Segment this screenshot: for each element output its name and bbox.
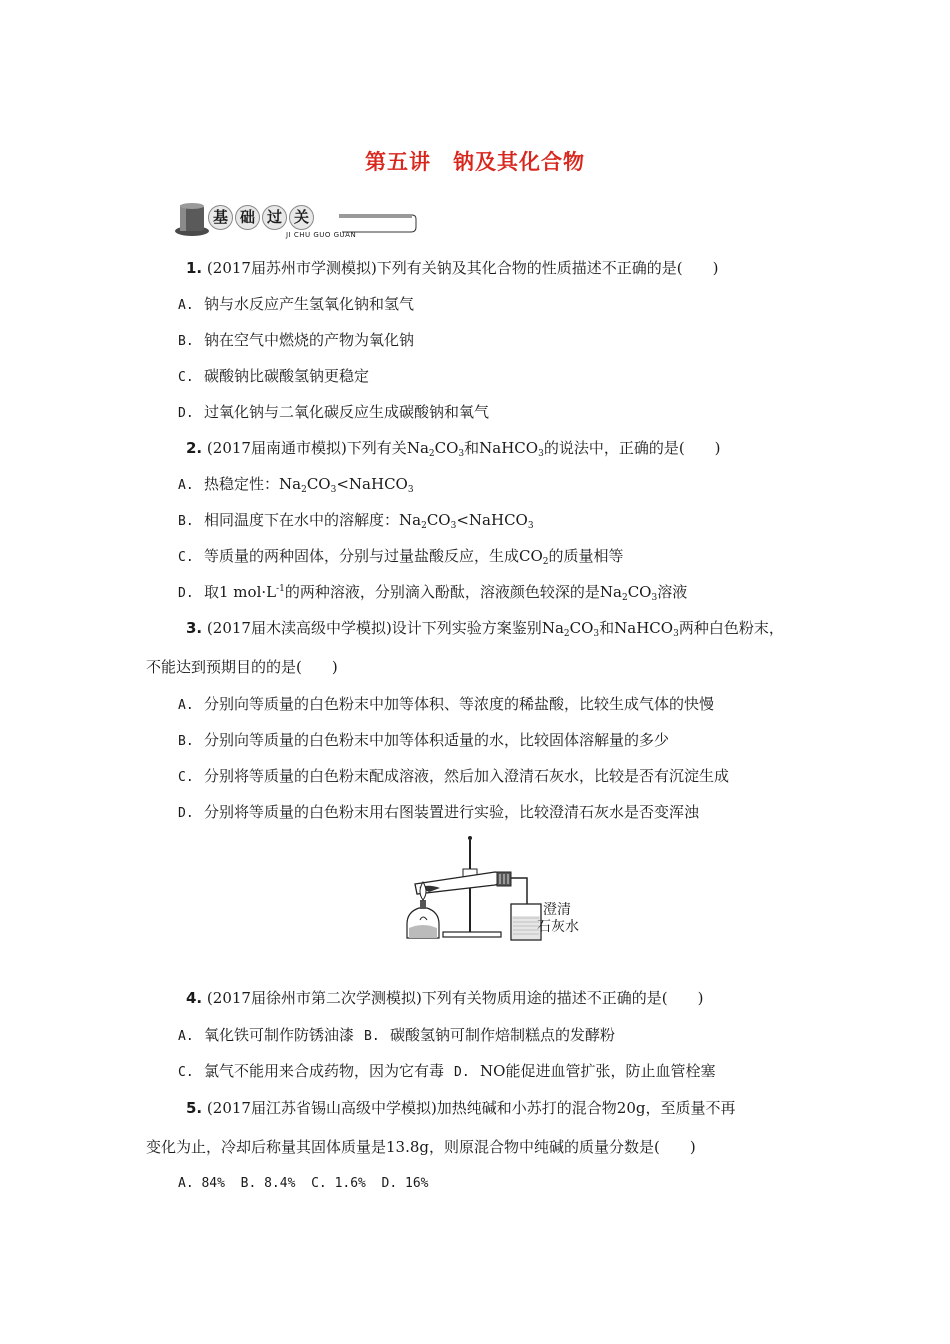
option-c	[178, 546, 624, 568]
less-than: <	[336, 475, 349, 493]
option-label: B.	[364, 1029, 380, 1044]
figure-label: 澄清	[543, 902, 571, 918]
question-text: 和	[599, 619, 615, 637]
option-d	[178, 582, 687, 604]
formula-na2co3: $Na_2CO_3$	[399, 511, 457, 531]
option-text: 分别向等质量的白色粉末中加等体积适量的水，比较固体溶解量的多少	[204, 731, 670, 749]
option-a	[178, 694, 714, 716]
question-text: (2017届南通市模拟)下列有关	[206, 439, 407, 457]
option-label: A.	[178, 698, 194, 713]
formula-co2: $CO_2$	[519, 547, 549, 567]
option-a	[178, 294, 414, 316]
section-badge	[174, 199, 424, 241]
badge-char: 础	[235, 205, 260, 230]
option-label: C.	[178, 770, 194, 785]
option-label: C.	[178, 1065, 194, 1080]
option-d	[178, 802, 699, 824]
question-number: 1.	[186, 259, 203, 277]
option-label: C.	[178, 550, 194, 565]
option-text: 相同温度下在水中的溶解度：	[204, 511, 400, 529]
option-label: A.	[178, 298, 194, 313]
option-text: 钠与水反应产生氢氧化钠和氢气	[204, 295, 415, 313]
option-text: 碳酸氢钠可制作焙制糕点的发酵粉	[390, 1026, 616, 1044]
option-text: 氯气不能用来合成药物，因为它有毒	[204, 1062, 445, 1080]
option-text: 84%	[201, 1176, 225, 1191]
question-text: (2017届徐州市第二次学测模拟)下列有关物质用途的描述不正确的是( )	[206, 989, 704, 1007]
question-3-stem	[186, 618, 784, 638]
page-title: 第五讲 钠及其化合物	[365, 150, 585, 174]
question-number: 5.	[186, 1099, 203, 1117]
formula-na2co3: $Na_2CO_3$	[599, 583, 658, 603]
options-ab	[178, 1025, 615, 1047]
option-label: B.	[178, 734, 194, 749]
option-label: D.	[454, 1065, 470, 1080]
badge-char: 过	[262, 205, 287, 230]
option-b	[178, 330, 414, 352]
option-text: 等质量的两种固体，分别与过量盐酸反应，生成	[204, 547, 520, 565]
formula-nahco3: NaHCO$_3$	[468, 511, 534, 531]
option-text: 1.6%	[334, 1176, 366, 1191]
option-text: 溶液	[657, 583, 688, 601]
question-text: (2017届江苏省锡山高级中学模拟)加热纯碱和小苏打的混合物20g，至质量不再	[206, 1099, 736, 1117]
formula-nahco3: NaHCO$_3$	[479, 439, 544, 459]
option-c	[178, 766, 729, 788]
question-text: 两种白色粉末，	[678, 619, 784, 637]
options-line	[178, 1174, 429, 1194]
option-text: 分别将等质量的白色粉末用右图装置进行实验，比较澄清石灰水是否变浑浊	[204, 803, 700, 821]
question-number: 4.	[186, 989, 203, 1007]
option-d	[178, 402, 489, 424]
option-text: 16%	[405, 1176, 429, 1191]
question-5-stem-cont: 变化为止，冷却后称量其固体质量是13.8g，则原混合物中纯碱的质量分数是( )	[146, 1138, 696, 1156]
badge-char: 基	[208, 205, 233, 230]
formula-na2co3: $Na_2CO_3$	[541, 619, 600, 639]
question-text: (2017届木渎高级中学模拟)设计下列实验方案鉴别	[206, 619, 542, 637]
badge-char: 关	[289, 205, 314, 230]
figure-label: 石灰水	[537, 919, 579, 935]
heating-apparatus-figure	[405, 832, 590, 945]
option-text: NO能促进血管扩张，防止血管栓塞	[480, 1062, 716, 1080]
option-b	[178, 510, 534, 532]
option-label: A.	[178, 1176, 194, 1191]
option-text: 的两种溶液，分别滴入酚酞，溶液颜色较深的是	[284, 583, 600, 601]
question-4-stem	[186, 988, 704, 1008]
option-label: C.	[311, 1176, 327, 1191]
question-text: 的说法中，正确的是( )	[543, 439, 721, 457]
option-text: 分别向等质量的白色粉末中加等体积、等浓度的稀盐酸，比较生成气体的快慢	[204, 695, 715, 713]
question-text: (2017届苏州市学测模拟)下列有关钠及其化合物的性质描述不正确的是( )	[206, 259, 719, 277]
question-number: 2.	[186, 439, 203, 457]
option-b	[178, 730, 669, 752]
superscript: -1	[276, 584, 285, 594]
formula-nahco3: NaHCO$_3$	[348, 475, 414, 495]
option-text: 过氧化钠与二氧化碳反应生成碳酸钠和氧气	[204, 403, 490, 421]
option-label: C.	[178, 370, 194, 385]
option-text: 热稳定性：	[204, 475, 280, 493]
option-text: 取1 mol·L	[204, 583, 277, 601]
option-label: A.	[178, 1029, 194, 1044]
options-cd	[178, 1061, 715, 1083]
option-text: 钠在空气中燃烧的产物为氧化钠	[204, 331, 415, 349]
option-label: D.	[178, 586, 194, 601]
option-text: 的质量相等	[548, 547, 624, 565]
question-3-stem-cont: 不能达到预期目的的是( )	[146, 658, 338, 676]
option-label: D.	[381, 1176, 398, 1191]
option-label: D.	[178, 406, 194, 421]
formula-nahco3: NaHCO$_3$	[614, 619, 679, 639]
option-label: B.	[178, 514, 194, 529]
formula-na2co3: $Na_2CO_3$	[406, 439, 465, 459]
option-label: B.	[178, 334, 194, 349]
option-text: 碳酸钠比碳酸氢钠更稳定	[204, 367, 370, 385]
option-a	[178, 474, 414, 496]
option-c	[178, 366, 369, 388]
option-label: D.	[178, 806, 194, 821]
option-label: B.	[240, 1176, 257, 1191]
option-label: A.	[178, 478, 194, 493]
option-text: 8.4%	[264, 1176, 296, 1191]
badge-pinyin: JI CHU GUO GUAN	[286, 231, 357, 239]
formula-na2co3: $Na_2CO_3$	[279, 475, 337, 495]
question-1-stem	[186, 258, 719, 278]
question-number: 3.	[186, 619, 203, 637]
question-2-stem	[186, 438, 721, 458]
option-text: 氧化铁可制作防锈油漆	[204, 1026, 355, 1044]
less-than: <	[456, 511, 469, 529]
option-text: 分别将等质量的白色粉末配成溶液，然后加入澄清石灰水，比较是否有沉淀生成	[204, 767, 730, 785]
question-text: 和	[464, 439, 480, 457]
question-5-stem	[186, 1098, 736, 1118]
